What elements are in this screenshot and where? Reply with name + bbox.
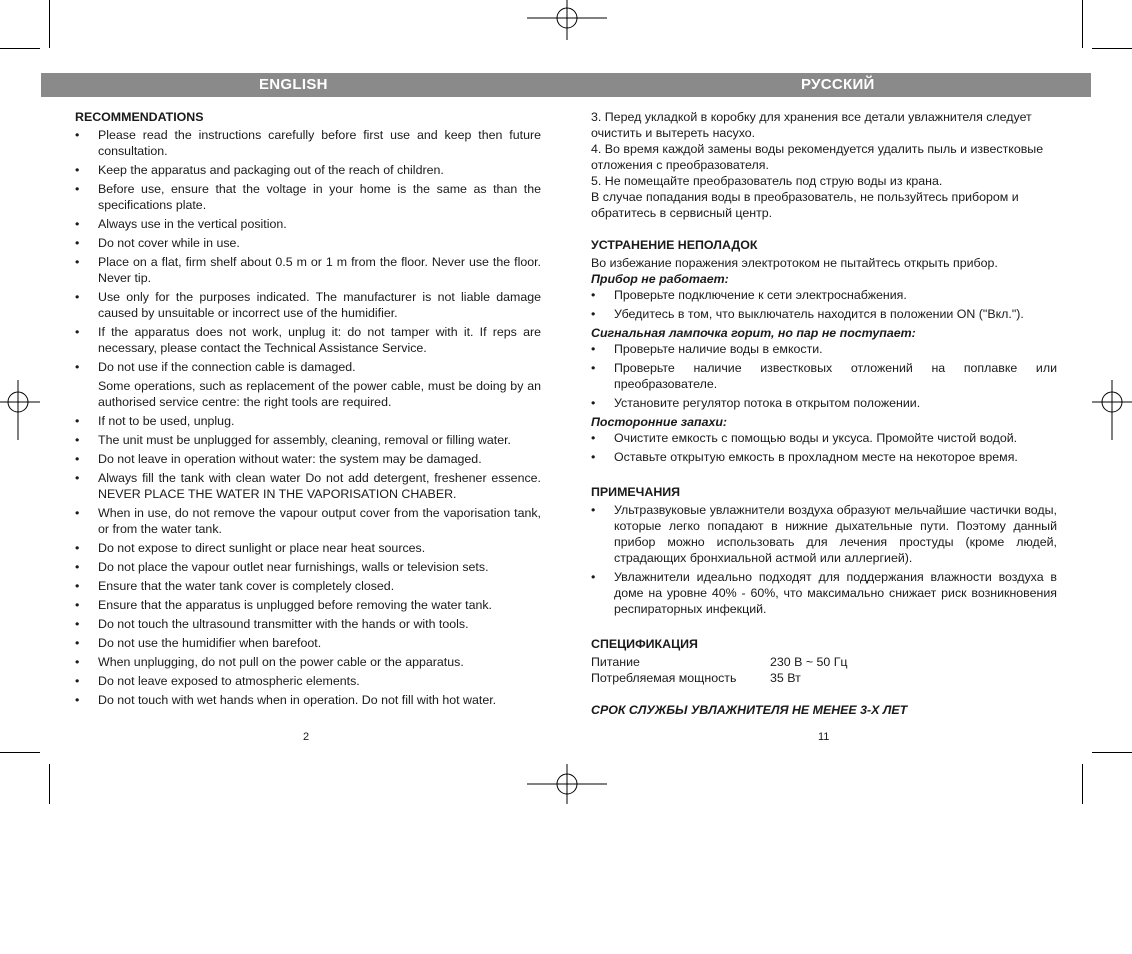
list-item: • Do not leave exposed to atmospheric elements. (75, 673, 541, 689)
spec-value: 230 В ~ 50 Гц (770, 655, 848, 669)
troubleshooting-heading: УСТРАНЕНИЕ НЕПОЛАДОК (591, 238, 758, 252)
list-item: • Установите регулятор потока в открытом положении. (591, 395, 1057, 411)
spec-value: 35 Вт (770, 671, 801, 685)
registration-mark-left (0, 380, 40, 440)
list-item: • Do not place the vapour outlet near furnishings, walls or television sets. (75, 559, 541, 575)
list-item: • If not to be used, unplug. (75, 413, 541, 429)
intro-paragraph: 3. Перед укладкой в коробку для хранения все детали увлажнителя следует очистить и вытереть насухо. (591, 110, 1032, 140)
list-item: • When in use, do not remove the vapour output cover from the vaporisation tank, or from the water tank. (75, 505, 541, 537)
case-title: Прибор не работает: (591, 272, 729, 286)
troubleshooting-warning: Во избежание поражения электротоком не пытайтесь открыть прибор. (591, 256, 998, 270)
intro-paragraph: В случае попадания воды в преобразователь, не пользуйтесь прибором и обратитесь в сервисный центр. (591, 190, 1019, 220)
spec-row (591, 654, 1057, 670)
notes-list (591, 502, 1057, 617)
language-header-bar (41, 73, 1091, 97)
list-item: • Do not use the humidifier when barefoot. (75, 635, 541, 651)
case-title: Сигнальная лампочка горит, но пар не поступает: (591, 326, 916, 340)
list-item: • Do not touch the ultrasound transmitter with the hands or with tools. (75, 616, 541, 632)
intro-paragraph: 4. Во время каждой замены воды рекомендуется удалить пыль и известковые отложения с преобразователя. (591, 142, 1044, 172)
list-item: • Увлажнители идеально подходят для поддержания влажности воздуха в доме на уровне 40% - 60%, что максимально снижает риск возникновения респираторных инфекций. (591, 569, 1057, 617)
spec-key: Питание (591, 655, 640, 669)
crop-mark (0, 48, 40, 49)
spec-row (591, 670, 1057, 686)
list-item: • Проверьте подключение к сети электроснабжения. (591, 287, 1057, 303)
russian-section-title: РУССКИЙ (801, 76, 875, 93)
list-item: • Use only for the purposes indicated. The manufacturer is not liable damage caused by unsuitable or incorrect use of the humidifier. (75, 289, 541, 321)
list-item: • Проверьте наличие известковых отложений на поплавке или преобразователе. (591, 360, 1057, 392)
case-list (591, 430, 1057, 465)
list-item: • Place on a flat, firm shelf about 0.5 m or 1 m from the floor. Never use the floor. Never tip. (75, 254, 541, 286)
crop-mark (49, 0, 50, 48)
crop-mark (1082, 764, 1083, 804)
notes-heading: ПРИМЕЧАНИЯ (591, 485, 681, 499)
list-item: • Оставьте открытую емкость в прохладном месте на некоторое время. (591, 449, 1057, 465)
registration-mark-bottom (527, 764, 607, 804)
page-number-left: 2 (303, 731, 310, 743)
list-item: • Do not cover while in use. (75, 235, 541, 251)
crop-mark (1092, 752, 1132, 753)
crop-mark (1082, 0, 1083, 48)
list-item: • Keep the apparatus and packaging out of the reach of children. (75, 162, 541, 178)
list-item: • Ensure that the apparatus is unplugged before removing the water tank. (75, 597, 541, 613)
list-item: • Ультразвуковые увлажнители воздуха образуют мельчайшие частички воды, которые легко попадают в нижние дыхательные пути. Поэтому данный прибор можно использовать для лечения простуды (кроме людей, страдающих бронхиальной астмой или аллергией). (591, 502, 1057, 566)
page-number-right: 11 (818, 731, 830, 743)
crop-mark (1092, 48, 1132, 49)
list-item: • Do not touch with wet hands when in operation. Do not fill with hot water. (75, 692, 541, 708)
recommendations-heading: RECOMMENDATIONS (75, 110, 204, 124)
list-item: • When unplugging, do not pull on the power cable or the apparatus. (75, 654, 541, 670)
crop-mark (49, 764, 50, 804)
registration-mark-right (1092, 380, 1132, 440)
list-item: • Before use, ensure that the voltage in your home is the same as than the specifications plate. (75, 181, 541, 213)
list-item: • Ensure that the water tank cover is completely closed. (75, 578, 541, 594)
list-item: • Always fill the tank with clean water Do not add detergent, freshener essence. NEVER PLACE THE WATER IN THE VAPORISATION CHABER. (75, 470, 541, 502)
list-item: • The unit must be unplugged for assembly, cleaning, removal or filling water. (75, 432, 541, 448)
spec-key: Потребляемая мощность (591, 671, 737, 685)
english-section-title: ENGLISH (259, 76, 328, 93)
recommendations-list (75, 127, 541, 708)
spec-heading: СПЕЦИФИКАЦИЯ (591, 637, 698, 651)
list-item: • Do not expose to direct sunlight or place near heat sources. (75, 540, 541, 556)
service-note: Some operations, such as replacement of the power cable, must be doing by an authorised service centre: the right tools are required. (98, 379, 541, 409)
registration-mark-top (527, 0, 607, 40)
list-item: • Проверьте наличие воды в емкости. (591, 341, 1057, 357)
case-title: Посторонние запахи: (591, 415, 728, 429)
list-item: • Always use in the vertical position. (75, 216, 541, 232)
list-item: • Please read the instructions carefully before first use and keep then future consultation. (75, 127, 541, 159)
list-item: • Убедитесь в том, что выключатель находится в положении ON ("Вкл."). (591, 306, 1057, 322)
intro-paragraph: 5. Не помещайте преобразователь под струю воды из крана. (591, 174, 943, 188)
case-list (591, 341, 1057, 411)
case-list (591, 287, 1057, 322)
crop-mark (0, 752, 40, 753)
list-item: • If the apparatus does not work, unplug it: do not tamper with it. If reps are necessary, please contact the Technical Assistance Service. (75, 324, 541, 356)
russian-column (591, 109, 1057, 718)
lifetime-statement: СРОК СЛУЖБЫ УВЛАЖНИТЕЛЯ НЕ МЕНЕЕ 3-Х ЛЕТ (591, 703, 908, 717)
english-column (75, 109, 541, 711)
list-item: • Очистите емкость с помощью воды и уксуса. Промойте чистой водой. (591, 430, 1057, 446)
list-item: • Do not leave in operation without water: the system may be damaged. (75, 451, 541, 467)
list-item: • Do not use if the connection cable is damaged. (75, 359, 541, 375)
